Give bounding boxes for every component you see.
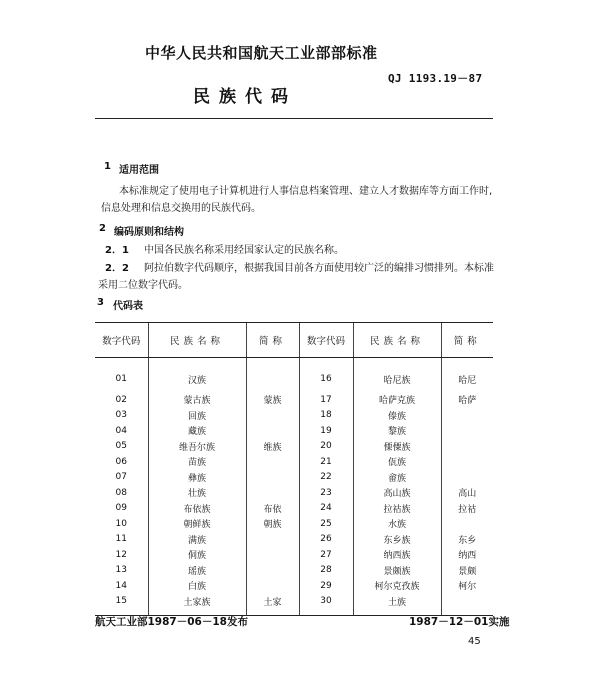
clause-2-2-text-line1: 阿拉伯数字代码顺序，根据我国目前各方面使用较广泛的编排习惯排列。本标准 — [144, 263, 494, 274]
document-title: 民族代码 — [193, 87, 297, 107]
table-row: 03 回族 18 傣族 — [95, 408, 493, 424]
issue-date: 航天工业部1987－06－18发布 — [95, 616, 248, 628]
page-number: 45 — [468, 636, 481, 647]
ethnic-code-table — [95, 322, 493, 616]
section-2-title: 编码原则和结构 — [114, 227, 184, 238]
ministry-standard-heading: 中华人民共和国航天工业部部标准 — [145, 44, 378, 62]
table-row: 11 满族 26 东乡族 东乡 — [95, 532, 493, 548]
table-row: 06 苗族 21 佤族 — [95, 454, 493, 470]
clause-2-2-text-line2: 采用二位数字代码。 — [98, 280, 188, 291]
table-row: 07 彝族 22 畲族 — [95, 470, 493, 486]
clause-2-1-text: 中国各民族名称采用经国家认定的民族名称。 — [144, 245, 344, 256]
table-row: 10 朝鲜族 朝族 25 水族 — [95, 516, 493, 532]
table-row: 09 布依族 布依 24 拉祜族 拉祜 — [95, 501, 493, 517]
section-3-title: 代码表 — [113, 301, 143, 312]
table-row: 04 藏族 19 黎族 — [95, 423, 493, 439]
header-ethnic-name: 民族名称 — [148, 323, 246, 358]
header-numeric-code: 数字代码 — [95, 323, 148, 358]
section-1-title: 适用范围 — [119, 165, 159, 176]
section-1-text-line2: 信息处理和信息交换用的民族代码。 — [101, 203, 261, 214]
clause-2-1-number: 2．1 — [105, 245, 129, 256]
header-abbreviation: 简称 — [246, 323, 299, 358]
table-header-row — [95, 323, 493, 358]
section-3-number: 3 — [97, 297, 104, 308]
header-abbreviation-right: 简称 — [441, 323, 493, 358]
table-row: 02 蒙古族 蒙族 17 哈萨克族 哈萨 — [95, 392, 493, 408]
header-rule — [95, 118, 493, 119]
table-row: 05 维吾尔族 维族 20 傈僳族 — [95, 439, 493, 455]
table-row: 14 白族 29 柯尔克孜族 柯尔 — [95, 578, 493, 594]
table-row: 13 瑶族 28 景颇族 景颇 — [95, 563, 493, 579]
section-1-text-line1: 本标准规定了使用电子计算机进行人事信息档案管理、建立人才数据库等方面工作时, — [119, 186, 493, 197]
table-row: 08 壮族 23 高山族 高山 — [95, 485, 493, 501]
standard-number: QJ 1193.19－87 — [388, 72, 483, 85]
table-row: 12 侗族 27 纳西族 纳西 — [95, 547, 493, 563]
section-1-number: 1 — [104, 161, 111, 172]
table-row: 15 土家族 土家 30 土族 — [95, 594, 493, 616]
header-numeric-code-right: 数字代码 — [299, 323, 353, 358]
effective-date: 1987－12－01实施 — [409, 616, 510, 628]
table-row: 01 汉族 16 哈尼族 哈尼 — [95, 358, 493, 393]
section-2-number: 2 — [99, 223, 106, 234]
clause-2-2-number: 2．2 — [105, 263, 129, 274]
header-ethnic-name-right: 民族名称 — [353, 323, 441, 358]
